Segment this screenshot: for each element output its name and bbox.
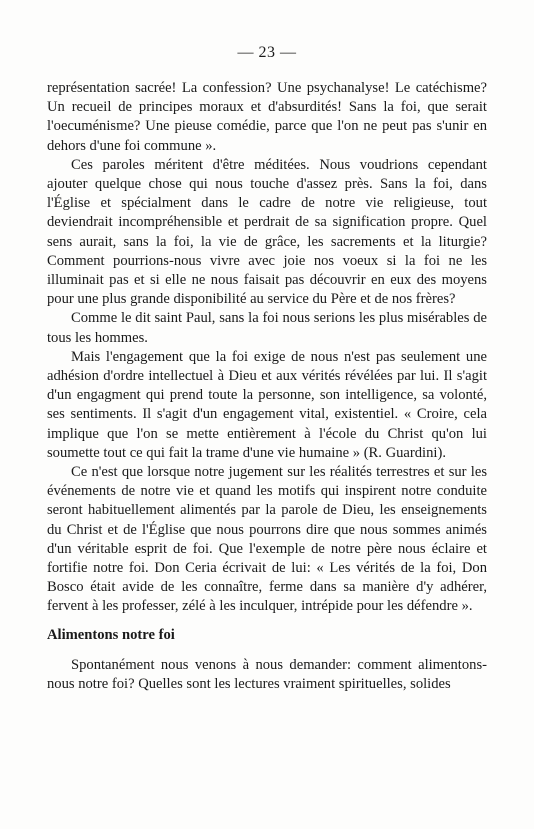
page-number: — 23 — xyxy=(237,44,297,61)
section-body-text xyxy=(47,656,487,694)
section-paragraph-1: Spontanément nous venons à nous demander: comment alimentons-nous notre foi? Quelles sont les lectures vraiment spirituelles, solides xyxy=(47,657,487,693)
paragraph-5: Ce n'est que lorsque notre jugement sur les réalités terrestres et sur les événements de notre vie et quand les motifs qui inspirent notre conduite seront habituellement alimentés par la parole de Dieu, les enseignements du Christ et de l'Église que nous pourrons dire que nous sommes animés d'un véritable esprit de foi. Que l'exemple de notre père nous éclaire et fortifie notre foi. Don Ceria écrivait de lui: « Les vérités de la foi, Don Bosco était avide de les connaître, ferme dans sa manière d'y adhérer, fervent à les professer, zélé à les inculquer, intrépide pour les défendre ». xyxy=(47,464,487,615)
paragraph-4: Mais l'engagement que la foi exige de nous n'est pas seulement une adhésion d'ordre intellectuel à Dieu et aux vérités révélées par lui. Il s'agit d'un engagment qui prend toute la personne, son intelligence, sa volonté, ses sentiments. Il s'agit d'un engagement vital, existentiel. « Croire, cela implique que l'on se mette entièrement à l'école du Christ qu'on lui soumette tout ce qui fait la trame d'une vie humaine » (R. Guardini). xyxy=(47,348,487,461)
paragraph-2: Ces paroles méritent d'être méditées. Nous voudrions cependant ajouter quelque chose qui nous touche d'assez près. Sans la foi, dans l'Église et spécialment dans le cadre de notre vie religieuse, tout deviendrait incompréhensible et perdrait de sa signification propre. Quel sens aurait, sans la foi, la vie de grâce, les sacrements et la liturgie? Comment pourrions-nous vivre avec joie nos voeux si la foi ne les illuminait pas et si elle ne nous faisait pas découvrir en eux des moyens pour une plus grande disponibilité au service du Père et de nos frères? xyxy=(47,156,487,308)
section-heading: Alimentons notre foi xyxy=(47,627,175,643)
paragraph-1: représentation sacrée! La confession? Une psychanalyse! Le catéchisme? Un recueil de principes moraux et d'absurdités! Sans la foi, que serait l'oecuménisme? Une pieuse comédie, parce que l'on ne peut pas s'unir en dehors d'une foi commune ». xyxy=(47,80,487,154)
body-text xyxy=(47,79,487,617)
paragraph-3: Comme le dit saint Paul, sans la foi nous serions les plus misérables de tous les hommes. xyxy=(47,310,487,346)
